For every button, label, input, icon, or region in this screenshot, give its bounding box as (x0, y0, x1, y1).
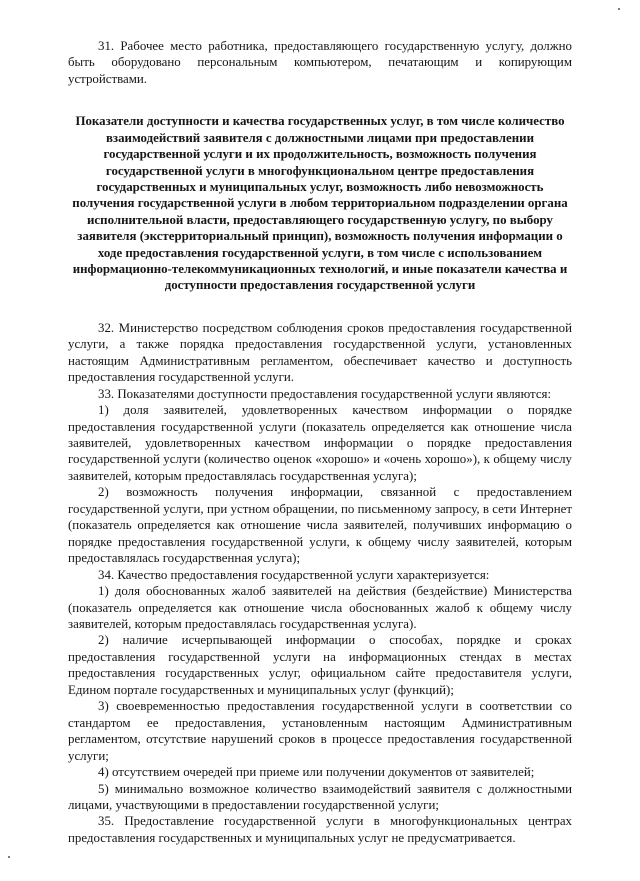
paragraph-33-item-1: 1) доля заявителей, удовлетворенных качеством информации о порядке предоставления государственной услуги (показатель определяется как отношение числа заявителей, удовлетворенных качеством информации о порядке предоставления государственной услуги (количество оценок «хорошо» и «очень хорошо»), к общему числу заявителей, которым предоставлялась государственная услуга); (68, 403, 572, 483)
document-page (68, 38, 572, 846)
scan-speck (618, 8, 620, 10)
paragraph-34-item-1: 1) доля обоснованных жалоб заявителей на действия (бездействие) Министерства (показатель определяется как отношение числа обоснованных жалоб к общему числу заявителей, которым предоставлялась государственная услуга). (68, 584, 572, 631)
paragraph-34-item-3: 3) своевременностью предоставления государственной услуги в соответствии со стандартом ее предоставления, установленным настоящим Административным регламентом, отсутствие нарушений сроков в процессе предоставления государственной услуги; (68, 699, 572, 763)
paragraph-31: 31. Рабочее место работника, предоставляющего государственную услугу, должно быть оборудовано персональным компьютером, печатающим и копирующим устройствами. (68, 39, 572, 86)
paragraph-33: 33. Показателями доступности предоставления государственной услуги являются: (98, 386, 552, 401)
paragraph-34-item-4: 4) отсутствием очередей при приеме или получении документов от заявителей; (98, 765, 535, 780)
paragraph-34-item-2: 2) наличие исчерпывающей информации о способах, порядке и сроках предоставления государственной услуги на информационных стендах в местах предоставления государственных услуг, официальном сайте предоставителя услуги, Едином портале государственных и муниципальных услуг (функций); (68, 633, 572, 697)
paragraph-33-item-2: 2) возможность получения информации, связанной с предоставлением государственной услуги, при устном обращении, по письменному запросу, в сети Интернет (показатель определяется как отношение числа заявителей, получивших информацию о порядке предоставления государственной услуги, к общему числу заявителей, которым предоставлялась государственная услуга); (68, 485, 572, 566)
paragraph-34: 34. Качество предоставления государственной услуги характеризуется: (98, 567, 490, 582)
paragraph-34-item-5: 5) минимально возможное количество взаимодействий заявителя с должностными лицами, участвующими в предоставлении государственной услуги; (68, 781, 572, 812)
paragraph-35: 35. Предоставление государственной услуги в многофункциональных центрах предоставления государственных и муниципальных услуг не предусматривается. (68, 814, 572, 845)
scan-speck (8, 856, 10, 858)
paragraph-32: 32. Министерство посредством соблюдения сроков предоставления государственной услуги, а также порядка предоставления государственной услуги, установленных настоящим Административным регламентом, обеспечивает качество и доступность предоставления государственной услуги. (68, 320, 572, 385)
section-heading: Показатели доступности и качества государственных услуг, в том числе количество взаимодействий заявителя с должностными лицами при предоставлении государственной услуги и их продолжительность, возможность получения государственной услуги в многофункциональном центре предоставления государственных и муниципальных услуг, возможность либо невозможность получения государственной услуги в любом территориальном подразделении органа исполнительной власти, предоставляющего государственную услугу, по выбору заявителя (экстерриториальный принцип), возможность получения информации о ходе предоставления государственной услуги, в том числе с использованием информационно-телекоммуникационных технологий, и иные показатели качества и доступности предоставления государственной услуги (72, 114, 568, 293)
